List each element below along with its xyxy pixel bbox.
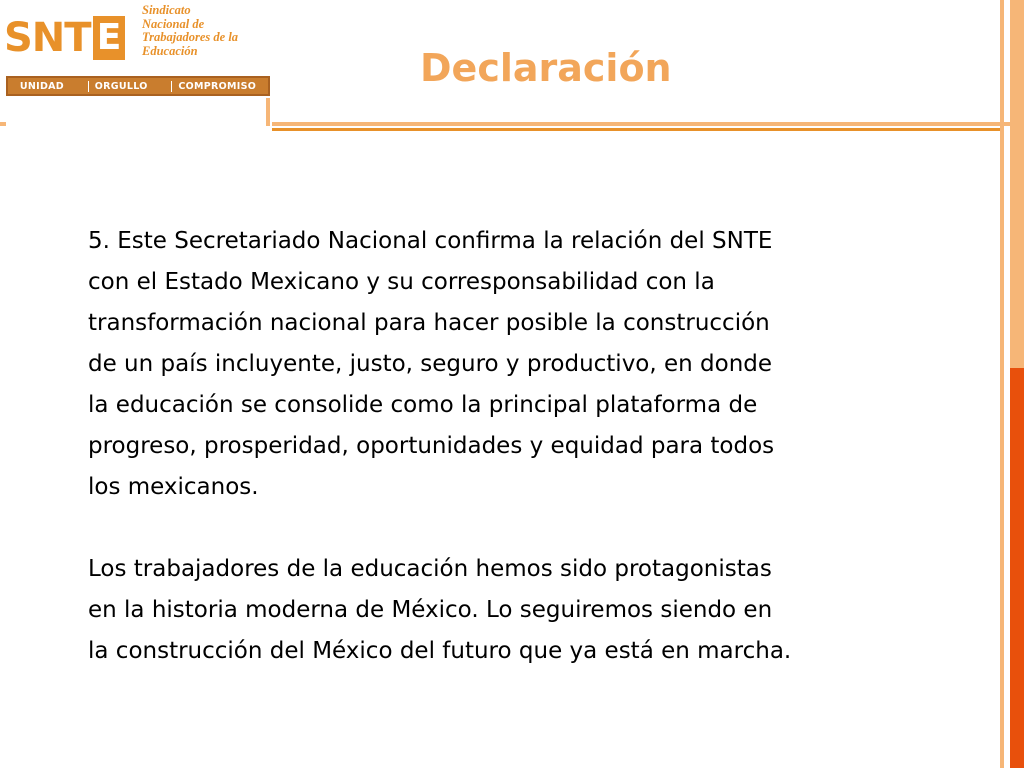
- motto-word: ORGULLO: [88, 81, 148, 92]
- paragraph-1-line: la educación se consolide como la principal plataforma de: [88, 392, 758, 418]
- logo-mark-prefix: SNT: [4, 15, 91, 61]
- right-accent-bar-light: [1010, 0, 1024, 368]
- motto-word: COMPROMISO: [171, 81, 256, 92]
- logo-mark-boxed-letter: E: [93, 16, 125, 60]
- logo-name-line: Sindicato: [142, 3, 191, 17]
- paragraph-1-line: 5. Este Secretariado Nacional confirma la relación del SNTE: [88, 228, 773, 254]
- slide-body: [88, 221, 948, 672]
- paragraph-1-line: los mexicanos.: [88, 474, 259, 500]
- slide-title: Declaración: [420, 46, 672, 90]
- paragraph-2-line: Los trabajadores de la educación hemos sido protagonistas: [88, 556, 772, 582]
- header-rule: [272, 122, 1012, 126]
- paragraph-2-line: en la historia moderna de México. Lo seguiremos siendo en: [88, 597, 773, 623]
- header-rule-left: [0, 122, 6, 126]
- header-rule-thin: [272, 128, 1000, 131]
- paragraph-1-line: progreso, prosperidad, oportunidades y equidad para todos: [88, 433, 775, 459]
- logo-organization-name: [142, 4, 274, 58]
- right-accent-bar-dark: [1010, 368, 1024, 768]
- logo-name-line: Educación: [142, 43, 198, 58]
- logo-motto-banner: [6, 76, 270, 96]
- paragraph-1-line: de un país incluyente, justo, seguro y productivo, en donde: [88, 351, 773, 377]
- paragraph-2-line: la construcción del México del futuro que ya está en marcha.: [88, 638, 792, 664]
- motto-word: UNIDAD: [19, 80, 64, 92]
- snte-logo: [4, 4, 272, 98]
- header-rule-notch: [266, 98, 270, 126]
- paragraph-1-line: transformación nacional para hacer posible la construcción: [88, 310, 770, 336]
- logo-name-line: Nacional de: [142, 16, 205, 31]
- logo-name-line: Trabajadores de la: [142, 30, 239, 44]
- paragraph-1-line: con el Estado Mexicano y su corresponsabilidad con la: [88, 269, 715, 295]
- frame-vertical-line: [1000, 0, 1004, 768]
- snte-logo-mark: [4, 10, 136, 66]
- paragraph-gap: [88, 508, 948, 549]
